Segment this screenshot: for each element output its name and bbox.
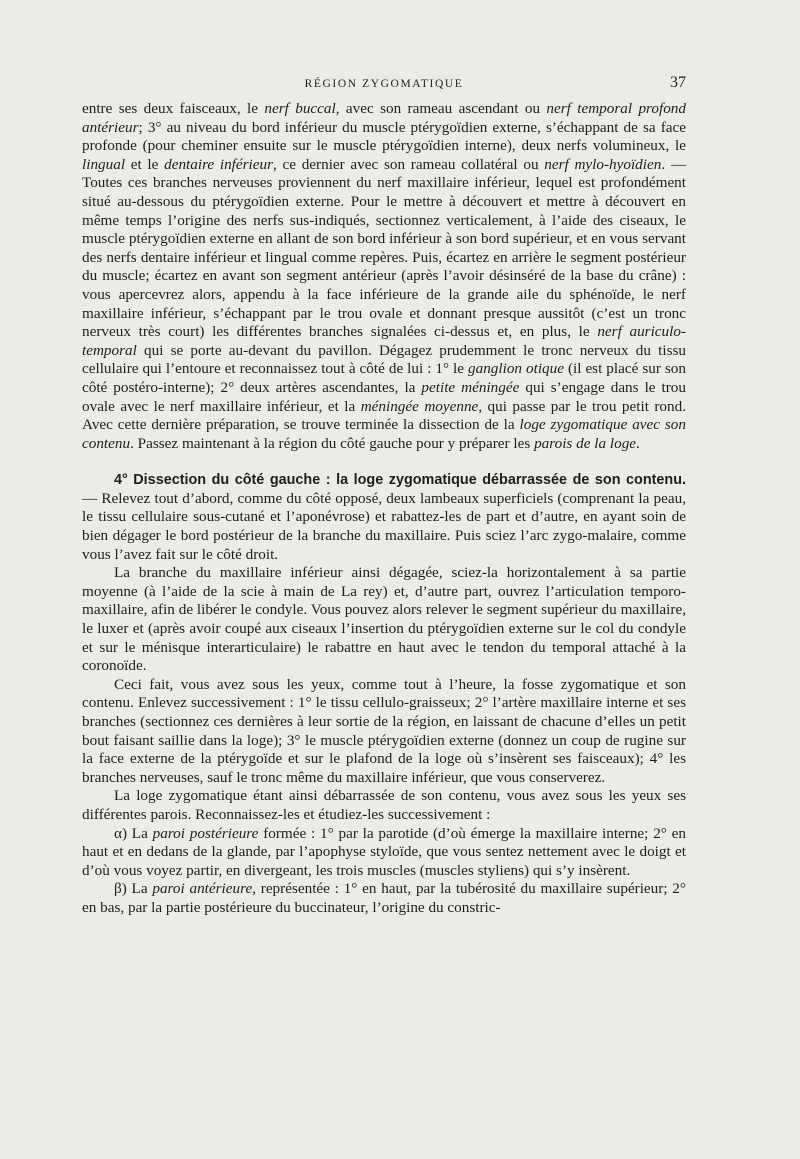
text-run: Ceci fait, vous avez sous les yeux, comme tout à l’heure, la fosse zygomatique et son contenu. Enlevez successivement : 1° le tissu cellulo-graisseux; 2° l’artère maxillaire interne et ses branches (sectionnez ces dernières à leur sortie de la région, en laissant de chacune d’elles un petit bout faisant saillie dans la loge); 3° le muscle ptérygoïdien externe (donnez un coup de rugine sur la face externe de la ptérygoïde et sur le plafond de la loge où s’insèrent ses faisceaux); 4° les branches nerveuses, sauf le tronc même du maxillaire inférieur, que vous conserverez.: [82, 675, 686, 786]
text-run: entre ses deux faisceaux, le: [82, 100, 265, 117]
italic-term: méningée moyenne: [360, 397, 479, 415]
italic-term: ganglion otique: [468, 360, 564, 378]
text-run: — Relevez tout d’abord, comme du côté opposé, deux lambeaux superficiels (comprenant la peau, le tissu cellulaire sous-cutané et l’aponévrose) et rabattez-les de part et d’autre, en ayant soin de bien dégager le bord postérieur de la branche du maxillaire. Puis sciez l’arc zygo-malaire, comme vous l’avez fait sur le côté droit.: [82, 489, 686, 563]
text-run: , qui passe par le trou petit rond. Avec cette dernière préparation, se trouve terminée la dissection de la: [82, 397, 687, 434]
text-run: , ce dernier avec son rameau collatéral ou: [273, 155, 545, 173]
italic-term: lingual: [82, 155, 126, 173]
text-run: . — Toutes ces branches nerveuses proviennent du nerf maxillaire inférieur, lequel est profondément situé au-dessous du ptérygoïdien externe. Pour le mettre à découvert et mettre à découvert en même temps l’origine des nerfs sus-indiqués, sectionnez verticalement, à l’aide des ciseaux, le muscle ptérygoïdien externe en allant de son bord inférieur à son bord supérieur, et en vous servant des nerfs dentaire inférieur et lingual comme repères. Puis, écartez en arrière le segment postérieur du muscle; écartez en avant son segment antérieur (après l’avoir désinséré de la base du crâne) : vous apercevrez alors, appendu à la face inférieure de la grande aile du sphénoïde, le nerf maxillaire inférieur, s’échappant par le trou ovale et donnant presque aussitôt (c’est un tronc nerveux très court) les différentes branches signalées ci-dessus et, en plus, le: [82, 155, 687, 341]
body-text: [82, 100, 686, 918]
section-heading: 4° Dissection du côté gauche : la loge zygomatique débarrassée de son contenu.: [114, 472, 686, 489]
text-run: , avec son rameau ascendant ou: [335, 100, 547, 117]
italic-term: nerf mylo-hyoïdien: [544, 155, 662, 173]
text-run: , représentée : 1° en haut, par la tubérosité du maxillaire supérieur; 2° en bas, par la partie postérieure du buccinateur, l’origine du constric-: [82, 880, 686, 916]
italic-term: nerf auriculo-temporal: [82, 323, 686, 359]
text-run: β) La: [114, 880, 153, 898]
text-run: formée : 1° par la parotide (d’où émerge la maxillaire interne; 2° en haut et en dedans de la glande, par l’apophyse styloïde, que vous sentez nettement avec le doigt et d’où vous voyez partir, en divergeant, les trois muscles (muscles styliens) qui s’y insèrent.: [82, 824, 686, 879]
italic-term: nerf buccal: [264, 100, 336, 117]
italic-term: paroi antérieure: [152, 880, 253, 898]
italic-term: paroi postérieure: [152, 824, 259, 842]
paragraph: [82, 100, 686, 453]
text-run: .: [636, 434, 640, 452]
running-title: RÉGION ZYGOMATIQUE: [304, 78, 464, 90]
text-run: (il est placé sur son côté postéro-interne); 2° deux artères ascendantes, la: [82, 360, 686, 396]
paragraph: [82, 564, 686, 676]
italic-term: nerf temporal profond antérieur: [82, 100, 686, 136]
italic-term: petite méningée: [421, 378, 520, 396]
text-run: α) La: [114, 824, 153, 842]
italic-term: parois de la loge: [534, 434, 637, 452]
paragraph: [82, 880, 686, 917]
text-run: ; 3° au niveau du bord inférieur du muscle ptérygoïdien externe, s’échappant de sa face profonde (pour cheminer ensuite sur le muscle ptérygoïdien interne), deux nerfs volumineux, le: [82, 118, 686, 155]
page-number: 37: [670, 74, 686, 91]
italic-term: dentaire inférieur: [164, 155, 274, 173]
paragraph: [82, 471, 686, 564]
text-run: qui s’engage dans le trou ovale avec le nerf maxillaire inférieur, et la: [82, 378, 686, 415]
text-run: La branche du maxillaire inférieur ainsi dégagée, sciez-la horizontalement à sa partie moyenne (à l’aide de la scie à main de La rey) et, d’autre part, ouvrez l’articulation temporo-maxillaire, afin de libérer le condyle. Vous pouvez alors relever le segment supérieur du maxillaire, le luxer et (après avoir coupé aux ciseaux l’insertion du ptérygoïdien externe sur le col du condyle et sur le ménisque interarticulaire) le rabattre en haut avec le tendon du temporal attaché à la coronoïde.: [82, 564, 686, 675]
paragraph: [82, 825, 686, 881]
text-run: qui se porte au-devant du pavillon. Dégagez prudemment le tronc nerveux du tissu cellulaire qui l’entoure et reconnaissez tout à côté de lui : 1° le: [82, 341, 686, 378]
italic-term: loge zygomatique avec son contenu: [82, 416, 686, 452]
paragraph: [82, 676, 686, 788]
paragraph: [82, 787, 686, 824]
text-run: et le: [125, 155, 165, 173]
text-run: . Passez maintenant à la région du côté gauche pour y préparer les: [130, 434, 535, 452]
running-head: [82, 74, 686, 98]
text-run: La loge zygomatique étant ainsi débarrassée de son contenu, vous avez sous les yeux ses différentes parois. Reconnaissez-les et étudiez-les successivement :: [82, 787, 686, 823]
